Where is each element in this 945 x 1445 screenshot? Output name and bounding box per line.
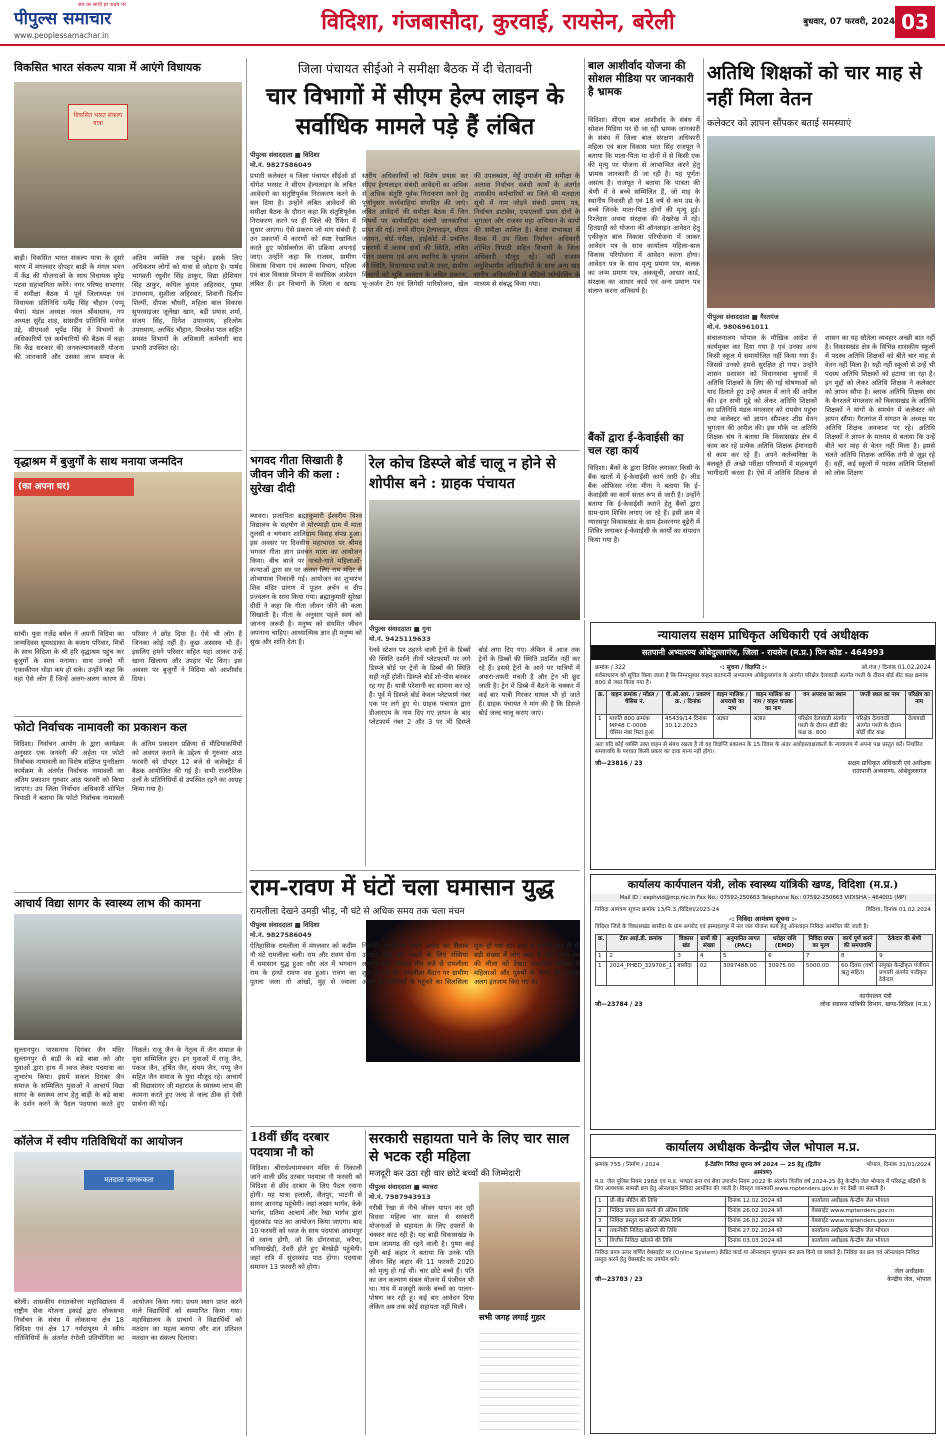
website-url[interactable]: www.peoplessamachar.in [14,31,109,40]
photo-rail-protest [369,500,580,620]
table-header: वाहन क्रमांक / मॉडल / चेसिस नं. [607,691,663,715]
article-body-continued [479,1326,580,1434]
article-title: रेल कोच डिस्प्ले बोर्ड चालू न होने से शोपीस बने : ग्राहक पंचायत [369,455,556,492]
notice-label: -: निविदा आमंत्रण सूचना :- [729,915,797,923]
logo-text: पीपुल्स समाचार [14,9,112,29]
article-title: सरकारी सहायता पाने के लिए चार साल से भटक रही महिला [369,1131,570,1165]
notice-phed-vidisha [590,874,936,1130]
table-cell: 1 [596,962,607,986]
table-row [596,1227,933,1237]
article-guest-teachers [707,60,938,618]
notice-title: न्यायालय सक्षम प्राधिकृत अधिकारी एवं अधीक्षक [657,628,869,642]
article-rail-display [369,454,583,866]
article-title: विकसित भारत संकल्प यात्रा में आएंगे विधायक [14,61,201,74]
notice-label: ई-टेंडरिंग निविदा सूचना वर्ष 2024 — 25 हेतु (द्वितीय आमंत्रण) [705,1162,821,1176]
table-cell: दिनांक 26.02.2024 को [725,1217,809,1227]
table-header: वन अपराध का स्थान [795,691,853,715]
table-cell: परिक्षेत्र देलावाडी अंतर्गत गश्ती के दौरान बोर्डी बीट कक्ष [854,715,906,739]
banner-text: (का अपना घर) [14,478,134,496]
article-body: गरीबी रेखा से नीचे जीवन यापन कर रही विधवा महिला चार साल से सरकारी योजनाओं से सहायता के लिए दफ्तरों के चक्कर काट रही है। यह बाड़ी विकासखंड के ग्राम जामगढ़ की रहने वाली है। पुष्पा बाई पुत्री बाई कहार ने बताया कि उनके पति जीवन सिंह कहार की 11 फरवरी 2020 को मृत्यु हो गई थी। चार छोटे बच्चे हैं। पति का जन कल्याण संबल योजना में पंजीयन भी था। गांव में मजदूरी करके बच्चों का पालन-पोषण कर रही हूं। कई बार आवेदन दिया लेकिन अब तक कोई सहायता नहीं मिली। [369,1204,477,1311]
article-body: विदिशा। श्रीराधेश्यामभवन मंदिर से निकाली जाने वाली छींद दरबार पदयात्रा नौ फरवरी को विदिशा से छींद दरबार के लिए पैदल रवाना होगी। यह यात्रा हलाली, जैतपुर, भाटनी से सागर आनगढ़ पहुंचेगी। जहां लखन भार्गव, केके भार्गव, प्रतिमा आचार्य और रेखा भार्गव द्वारा सुंदरकांड पाठ का आयोजन किया जाएगा। बाद 10 फरवरी को ध्वज के साथ पदयात्रा आदमपुर से रवाना होगी, जो कि डोंगरवाड़ा, करैया, भनियाखेड़ी, देवरी होते हुए बेरखेड़ी पहुंचेगी। जहां रात्रि में सुंदरकांड पाठ होगा। पदयात्रा समापन 13 फरवरी को होगा। [250,1164,365,1271]
table-cell: निविदा प्रस्तुत करने की अंतिम तिथि [608,1217,726,1227]
table-cell: 2 [596,1207,608,1217]
byline: पीपुल्स संवाददाता ■ गैरतगंज [707,313,779,321]
table-row [596,1237,933,1247]
notice-footer: अतः यदि कोई व्यक्ति उक्त वाहन से संबंध रखता है तो वह विज्ञप्ति प्रकाशन के 15 दिवस के अंदर अधोहस्ताक्षरकर्ता के न्यायालय में अपना पक्ष प्रस्तुत करें। निर्धारित समयावधि के पश्चात किसी प्रकार का दावा मान्य नहीं होगा। [595,742,923,755]
table-cell: 02 [697,962,720,986]
article-title: बैंकों द्वारा ई-केवाईसी का चल रहा कार्य [588,432,684,457]
article-title: बाल आशीर्वाद योजना की सोशल मीडिया पर जानकारी है भ्रामक [588,60,694,98]
table-cell: 1 [596,715,607,739]
notice-sign: कार्यपालन यंत्री [859,993,892,1000]
table-cell: मारुति 800 क्रमांक MP48 C-0008 चेसिस नंबर मिटा हुआ [607,715,663,739]
table-cell: 3 [675,952,697,962]
table-cell: दिनांक 27.02.2024 को [725,1227,809,1237]
table-cell: कार्यालय अधीक्षक केन्द्रीय जेल भोपाल [809,1227,933,1237]
table-header: जप्ती स्थल का नाम [854,691,906,715]
notice-code: जी—23783 / 23 [595,1276,643,1283]
reporter-mobile: मो.नं. 9827586049 [250,931,312,939]
article-subtitle: कलेक्टर को ज्ञापन सौंपकर बताई समस्याएं [707,118,852,129]
notice-mail: Mail ID : eephvid@mp.nic.in Fax No.: 07592-250663 Telephone No.: 07592-250663 VIDISHA - 464001 (MP) [591,894,935,902]
table-cell: देलावाडी [906,715,933,739]
article-body: विदिशा। सीएम बाल आशीर्वाद के संबंध में सोशल मिडिया पर दी जा रही भ्रामक जानकारी के संबंध में जिला बाल संरक्षण अधिकारी महिला एवं बाल विकास भरत सिंह राजपूत ने बताया कि माता-पिता या दोनों में से किसी एक की मृत्यु पर योजना से लाभान्वित करने हेतु भ्रामक जानकारी दी जा रही है। यह पूर्णतः असत्य है। राजपूत ने बताया कि पात्रता की श्रेणी में वे बच्चे सम्मिलित हैं, जो माह के स्थानीय निवासी हो एवं 18 वर्ष से कम उम्र के बच्चे जिनके माता-पिता दोनों की मृत्यु हुई। रिश्तेदार अथवा संरक्षक की देखरेख में रहे। हितग्राही को योजना की ऑनलाइन आवेदन हेतु एकीकृत बाल विकास परियोजना में जाकर आवेदन पत्र के साथ कार्यालय महिला-बाल विकास परियोजना में आवेदन करना होगा। आवेदन पत्र के साथ मृत्यु प्रमाण पत्र, बालक का जन्म प्रमाण पत्र, अंकसूची, आधार कार्ड, संरक्षक का आधार कार्ड एवं अन्य प्रमाण पत्र संलग्न करना अनिवार्य है। [588,116,703,295]
table-cell: 1 [596,952,607,962]
article-chhind-darbar [250,1130,365,1435]
notice-sign: जेल अधीक्षक [894,1268,924,1275]
table-cell: 4 [596,1227,608,1237]
table-cell: वेबसाईट www.mptenders.gov.in [809,1217,933,1227]
article-subtitle: मजदूरी कर उठा रही चार छोटे बच्चों की जिम्मेदारी [369,1169,521,1179]
notice-ratapani-sanctuary [590,622,936,870]
article-title: कॉलेज में स्वीप गतिविधियों का आयोजन [14,1134,183,1148]
article-kicker: जिला पंचायत सीईओ ने समीक्षा बैठक में दी चेतावनी [297,61,533,76]
table-cell: 60 दिवस (वर्षा ऋतु सहित) [838,962,876,986]
table-cell: कार्यालय अधीक्षक केन्द्रीय जेल भोपाल [809,1197,933,1207]
table-row [596,715,933,739]
article-body: विदिशा। निर्वाचन आयोग के द्वारा कार्यक्रम अनुसार एक जनवरी की अर्हता पर फोटो निर्वाचक नामावली का विशेष संक्षिप्त पुनरीक्षण कार्यक्रम के अंतर्गत निर्वाचक नामावली का अंतिम प्रकाशन गुरुवार आठ फरवरी को किया जाएगा। उप जिला निर्वाचन अधिकारी शोभित त्रिपाठी ने बताया कि फोटो निर्वाचक नामावली के अंतिम प्रकाशन प्रक्रिया से मीडियाकर्मियों को अवगत कराने के उद्देश्य से गुरुवार आठ फरवरी को दोपहर 12 बजे से कलेक्ट्रेट में बैठक आयोजित की गई है। सभी राजनैतिक दलों के प्रतिनिधियों से उपस्थित रहने का आग्रह किया गया है। [14,740,245,802]
article-bhagvad-gita [250,454,365,866]
photo-meeting [14,82,242,248]
reporter-mobile: मो.नं. 7987943913 [369,1193,431,1201]
table-cell: तकनीकी निविदा खोलने की तिथि [608,1227,726,1237]
table-header-row [596,935,933,952]
article-ram-ravan [250,874,583,1122]
table-cell: 45439/14 दिनांक 30.12.2023 [663,715,714,739]
article-voter-list [14,720,245,890]
table-cell: दिनांक 03.03.2024 को [725,1237,809,1247]
notice-table [595,690,933,739]
article-body: ऐतिहासिक रामलीला में मंगलवार को कदीम नौ घंटे रामलीला चली। राम और रावण सेना में घमासान युद्ध हुआ और अंत में भगवान राम के हाथों रावण वध हुआ। रावण का पुतला जला तो आंखों, मुंह से ज्वाला निकली। रामलीला देखने अंचल का सैलाब उमड़ा। भीड़ को रोकने के लिए रस्सियां लगानी पड़ीं। दोपहर तीन बजे से रामलीला शुरू हो गई थी। रामलीला मैदान पर ग्रामीण अंचल के नागरिकों के पहुंचने का सिलसिला शुरू हो गया था। शहर व ग्रामीण क्षेत्र से भी बड़ी संख्या में लोग आए थे और रावण वध की लीला को देखा। रामलीला परिसर में महिलाओं और पुरुषों के बैठने की अलग-अलग इंतजाम किए गए थे। [250,942,583,986]
table-header: क्र. [596,691,607,715]
table-header: ठेकेदार की श्रेणी [877,935,933,952]
article-title: अतिथि शिक्षकों को चार माह से नहीं मिला वेतन [707,62,922,110]
photo-elderly-home [14,472,242,624]
byline: पीपुल्स संवाददाता ■ गुना [369,625,432,633]
notice-date: विदिशा, दिनांक 01.02.2024 [866,907,931,913]
notice-sign-office: लोक स्वास्थ्य यांत्रिकी विभाग, खण्ड-विदिशा (म.प्र.) [820,1001,931,1008]
notice-title: कार्यालय अधीक्षक केन्द्रीय जेल भोपाल म.प्र. [665,1140,861,1154]
photo-widow-woman [479,1182,580,1310]
table-header: अनुमानित लागत (PAC) [721,935,766,952]
byline: पीपुल्स संवाददाता ■ विदिशा [250,921,320,929]
table-cell: कार्यालय अधीक्षक केन्द्रीय जेल भोपाल [809,1237,933,1247]
table-cell: अज्ञात [751,715,796,739]
table-cell: 1 [596,1197,608,1207]
article-widow-help [369,1130,580,1435]
table-header: टेंडर आई.डी. क्रमांक [607,935,675,952]
notice-ref: क्रमांक 755 / निर्माण / 2024 [595,1162,660,1168]
notice-ref: क्रमांक / 322 [595,665,626,671]
table-row [596,1197,933,1207]
table-cell: 3097488.00 [721,962,766,986]
table-header: परिक्षेत्र का नाम [906,691,933,715]
logo [14,6,204,40]
table-cell: दिनांक 26.02.2024 को [725,1207,809,1217]
article-body: प्रभारी कलेक्टर व जिला पंचायत सीईओ डॉ योगेश भरसट ने सीएम हेल्पलाइन के लंबित आवेदनों का संतुष्टिपूर्वक निराकरण करने के बल दिया है। उन्होंने लंबित आवेदनों की समीक्षा बैठक के दौरान कहा कि संतुष्टिपूर्वक निराकरण करने पर ही जिले की रैंकिंग में सुधार आएगा। ऐसे प्रकरण जो मांग संबंधी है उन प्रकरणों में कारणों को स्पष्ट रेखांकित करते हुए फोर्सक्लोज की प्रक्रिया अपनाई जाए। उन्होंने कहा कि राजस्व, ग्रामीण विकास विभाग एवं स्वास्थ्य विभाग, महिला एवं बाल विकास विभाग में सर्वाधिक आवेदन लंबित हैं। इन विभागों के जिला व खण्ड स्तरीय अधिकारियों को विशेष प्रयास कर सीएम हेल्पलाइन संबंधी आवेदनों का अधिक से अधिक संतुष्टि पूर्वक निराकरण करने हेतु पूर्णानुसार कार्यवाहियां संपादित की जाएं। लंबित आवेदनों की समीक्षा बैठक में जिन विषयों पर कार्यवाहियां संबंधी जानकारियां प्राप्त की गईं। उनमें सीएम हेल्पलाइन, सीएम जनमन, बोर्ड परीक्षा, हाईकोर्ट में प्रचलित प्रकरणों में जवाब दावों की स्थिति, लंबित पेंशन प्रकरण एवं अन्य स्थानिय के भुगतान की स्थिति, विधानसभा प्रश्नों के उत्तर, ग्रामीण विभागों को भूमि आवंटन के लंबित प्रकरण, भू-अर्जन टेंग एवं लिगेसी पारियोजना, खेल की उपलब्धता, मेहूँ उपार्जन की समीक्षा के अलावा निर्वाचन संबंधी कार्यों के अंतर्गत शासकीय कर्मचारियों का जिले की मतदाता सूची में नाम जोड़ने संबंधी प्रमाण पत्र, निर्वाचन डाटाबेस, एफएलसी प्रथम दोनों के भुगतान और राजस्व महा अभियान के कार्यों की समीक्षा शामिल है। बेतवा सभाकक्ष में बैठक में उप जिला निर्वाचन अधिकारी शोभित त्रिपाठी सहित विभागों के जिला अधिकारी मौजूद रहे। वहीं राजस्व अनुविभागीय अधिकारियों के साथ अन्य खंड स्तरीय अधिकारियों से वीडियो कॉन्फ्रेंसिंग के माध्यम से संबद्ध किया गया। [250,172,583,288]
photo-college-rally [14,1152,242,1292]
table-header: ग्रामों की संख्या [697,935,720,952]
notice-title: कार्यालय कार्यपालन यंत्री, लोक स्वास्थ्य यांत्रिकी खण्ड, विदिशा (म.प्र.) [627,879,899,891]
article-vikasit-bharat [14,60,245,446]
table-header: क्र. [596,935,607,952]
table-header-row [596,691,933,715]
table-number-row [596,952,933,962]
reporter-mobile: मो.नं. 9425119633 [369,635,431,643]
table-header: विकास खंड [675,935,697,952]
table-cell: दिनांक 12.02.2024 को [725,1197,809,1207]
table-header: वाहन मालिक / अपराधी का नाम [714,691,751,715]
article-title: राम-रावण में घंटों चला घमासान युद्ध [250,874,554,901]
table-header: धरोहर राशि (EMD) [766,935,804,952]
banner-text: मतदाता जागरूकता [84,1170,174,1190]
notice-intro: विदिशा जिले के विकासखंड बासौदा के ग्राम अगरोद एवं इस्माइलपुर में नल जल योजना कार्य हेतु ऑनलाइन निविदा आमंत्रित की जाती है। [595,924,869,930]
notice-label: -: सूचना / विज्ञप्ति :- [719,665,767,671]
banner-sign: विकसित भारत संकल्प यात्रा [68,104,128,140]
table-row [596,1207,933,1217]
notice-footer: निविदा प्रपत्र ऊपर वर्णित वेबसाईट पर (Online System) क्रेडिट कार्ड या ऑनलाइन भुगतान कर क्रय किये जा सकते है। निविदा का क्रय एवं ऑनलाइन निविदा प्रस्तुत करने हेतु वेबसाईट का उपयोग करें। [595,1250,920,1263]
article-subtitle: रामलीला देखने उमड़ी भीड़, नौ घंटे से अधिक समय तक चला मंचन [250,907,465,917]
article-title: चार विभागों में सीएम हेल्प लाइन के सर्वाधिक मामले पड़े हैं लंबित [266,83,564,140]
table-cell: 5 [721,952,766,962]
table-cell: 5 [596,1237,608,1247]
article-body: बरेली। शासकीय स्नातकोत्तर महाविद्यालय में राष्ट्रीय सेवा योजना इकाई द्वारा लोकसभा निर्वाचन के संबंध में लोकसभा क्षेत्र 18 विदिशा एवं क्षेत्र 17 नर्मदापुरम में स्वीप गतिविधियों के अंतर्गत रंगोली प्रतियोगिता का आयोजन किया गया। प्रथम स्थान प्राप्त करने वाले विद्यार्थियों को सम्मानित किया गया। महाविद्यालय के प्राचार्य ने विद्यार्थियों को मतदान का महत्व बताया और शत प्रतिशत मतदान का संकल्प दिलाया। [14,1298,245,1342]
article-title: भगवद गीता सिखाती है जीवन जीने की कला : सुरेखा दीदी [250,454,343,495]
article-college-sweep [14,1134,245,1434]
table-cell: 2024_PHED_329706_1 [607,962,675,986]
article-body: सुल्तानपुर। पारसनाथ दिगंबर जैन मंदिर सुल्तानपुर से बाड़ी के बड़े बाबा को और युवाओं द्वारा हाथ में ध्वज लेकर पदयात्रा का शुभारंभ किया। इसमें सकल दिगंबर जैन समाज के सम्मिलित युवाओं ने आचार्य विद्या सागर के स्वास्थ्य लाभ हेतु बाड़ी के बड़े बाबा के दर्शन करने के पैदल पदयात्रा करते हुए निकले। राजू जैन के नेतृत्व में जैन समाज के युवा सम्मिलित हुए। इन युवाओं में राजू जैन, पंकज जैन, हर्षित जैन, संयम जैन, पप्पू जैन सहित जैन समाज के युवा मौजूद रहे। आचार्य श्री विद्यासागर जी महाराज के स्वास्थ्य लाभ की कामना करते हुए जल्द से जल्द ठीक हो ऐसी प्रार्थना की गई। [14,1046,245,1108]
table-header: पी.ओ.आर. / प्रकरण क्र. / दिनांक [663,691,714,715]
notice-table [595,934,933,986]
photo-caption: सभी जगह लगाई गुहार [479,1312,546,1322]
byline: पीपुल्स संवाददाता ■ विदिशा [250,151,320,159]
edition-cities: विदिशा, गंजबासौदा, कुरवाई, रायसेन, बरेली [321,9,675,35]
reporter-mobile: मो.नं. 9827586049 [250,161,312,169]
article-title: वृद्धाश्रम में बुजुर्गों के साथ मनाया जन्मदिन [14,455,183,468]
notice-intro: म.प्र. जेल पुलिस नियम 1968 एवं म.प्र. भण्डार क्रय एवं सेवा उपार्जन नियम 2022 के अंतर्गत वित्तीय वर्ष 2024-25 हेतु केन्द्रीय जेल भोपाल में परिरुद्ध बंदियों के लिए आवश्यक सामग्री क्रय हेतु ऑनलाइन निविदा आमंत्रित की जाती है। विस्तृत जानकारी www.mptenders.gov.in पर देखी जा सकती है। [595,1179,927,1192]
table-cell: 5000.00 [803,962,838,986]
notice-central-jail-bhopal [590,1134,936,1434]
reporter-mobile: मो.नं. 9806961011 [707,323,769,331]
article-title: 18वीं छींद दरबार पदयात्रा नौ को [250,1130,329,1159]
table-cell: संयुक्त केन्द्रीकृत पंजीयन प्रणाली अंतर्गत पंजीकृत ठेकेदार [877,962,933,986]
table-row [596,1217,933,1227]
article-body: रेलवे स्टेशन पर ठहरने वाली ट्रेनों के डिब्बों की स्थिति दर्शाने तीनों प्लेटफार्मों पर लगे डिस्प्ले बोर्ड पर ट्रेनों के डिब्बों की स्थिति सही नहीं होती। डिस्प्ले बोर्ड शो-पीस बनकर रह गए हैं। यात्री परेशानी का सामना कर रहे हैं। पूर्व में डिस्प्ले बोर्ड केवल प्लेटफार्म नंबर एक पर लगे हुए थे। ग्राहक पंचायत द्वारा डीआरएम के नाम दिए गए ज्ञापन के बाद प्लेटफार्म नंबर 2 और 3 पर भी डिस्प्ले बोर्ड लगा दिए गए। लेकिन वे आज तक ट्रेनों के डिब्बों की स्थिति प्रदर्शित नहीं कर रहे हैं। इससे ट्रेनों के आने पर यात्रियों में अफरा-तफरी मचती है और ट्रेन भी छूट जाती है। ट्रेन में डिब्बे में बैठने के चक्कर में कई बार यात्री गिरकर घायल भी हो जाते हैं। ग्राहक पंचायत ने मांग की है कि डिस्प्ले बोर्ड जल्द चालू कराए जाएं। [369,646,583,726]
notice-code: जी—23816 / 23 [595,760,643,767]
table-cell: बासौदा [675,962,697,986]
edition-date: बुधवार, 07 फरवरी, 2024 [803,17,895,27]
article-body: सांची। युवा गजेंद्र बघेल ने अपनी विदिया का जन्मदिवस धूमधड़ाका के बजाय परिवार, मित्रों के साथ विदिशा के श्री हरि वृद्धाश्रम पहुंच कर बुजुर्गों के साथ मनाया। साथ उनको भी एकाकीपन थोड़ा कम हो सके। उन्होंने कहा कि वहां ऐसे लोग हैं जिन्हें अलग-अलग कारण से परिवार ने छोड़ दिया है। ऐसे भी लोग हैं जिनका कोई नहीं है। कुछ अस्वस्थ भी हैं। इसलिए हमने परिवार सहित यहां आकर उन्हें खाना खिलाया और उपहार भेंट किए। इस अवसर पर बुजुर्गों ने विदिया को आशीर्वाद दिया। [14,630,245,683]
table-header: वाहन मालिक का नाम / वाहन चालक का नाम [751,691,796,715]
article-bal-ashirwad [588,60,703,432]
article-title: फोटो निर्वाचक नामावली का प्रकाशन कल [14,720,187,734]
page-number: 03 [895,6,935,38]
table-row [596,962,933,986]
masthead [0,0,945,46]
byline: पीपुल्स संवाददाता ■ ब्यावरा [369,1183,438,1191]
table-header: निविदा प्रपत्र का मूल्य [803,935,838,952]
article-title: आचार्य विद्या सागर के स्वास्थ्य लाभ की कामना [14,897,201,910]
article-body: विदिशा। बैंकों के द्वारा शिविर लगाकर किसी के बैंक खातों में ई-केवाईसी कार्य जारी है। लीड बैंक ऑफिसर नरेश मीना ने बताया कि ई-केवाईसी का कार्य सतत रूप से जारी है। उन्होंने बताया कि ई-केवाईसी कराने हेतु बैंकों द्वारा ग्राम-ग्राम शिविर लगाए जा रहे हैं। इसी क्रम में ग्यारसपुर विकासखंड के ग्राम ईश्वरनगर बुढ़ेरी में शिविर लगाकर ई-केवाईसी के कार्यों का संपादन किया गया है। [588,464,703,544]
notice-sign: सक्षम प्राधिकृत अधिकारी एवं अधीक्षक [847,760,931,767]
table-cell: 6 [766,952,804,962]
table-cell: 8 [838,952,876,962]
notice-sign-office: रातापानी अभ्यारण्य, ओबेदुल्लागंज [852,768,927,775]
article-body: ब्यावरा। प्रजापिता ब्रह्माकुमारी ईश्वरीय विश्व विद्यालय के सहयोग से मोरप्याड़ी ग्राम में माता तुलसी व भगवान शालिग्राम विवाह संपन्न हुआ। इस अवसर पर दिवसीय महाभारत पर श्रीमद भगवत गीता ज्ञान प्रवचन माला का आयोजन किया। बीच बाजे पर नाचते-गाते महिलाओं-कन्याओं द्वारा सर पर कलश लिए राम मंदिर से शोभायात्रा निकाली गई। आयोजन का शुभारंभ शिव मंदिर प्रांगण में पूजन अर्चन व दीप प्रज्वलन के साथ किया गया। ब्रह्माकुमारी सुरेखा दीदी ने कहा कि गीता जीवन जीने की कला सिखाती है। गीता के अनुसार पहले स्वयं को जानना जरूरी है। मनुष्य को संयमित जीवन अपनाना चाहिए। आध्यात्मिक ज्ञान ही मनुष्य को सुख और शांति देता है। [250,512,365,646]
notice-ref: निविदा आमंत्रण सूचना क्रमांक 13/नि.3./विदिशा/2023-24 [595,907,720,913]
article-body: बाढ़ी। विकसित भारत संकल्प यात्रा के दूसरे चरण में मंगलवार दोपहर बाढ़ी के मंगल भवन में केंद्र की योजनाओं के साथ विधायक सुरेंद्र पटवा सहभागिता करेंगे। नगर परिषद सभागार में समीक्षा बैठक में पूर्व जिलाध्यक्ष एवं विधायक प्रतिनिधि धर्मेंद्र सिंह चौहान (पप्पू भैया) मंडल अध्यक्ष नवल श्रीवास्तव, नप अध्यक्ष सुरेंद्र शाह, सांसदीय प्रतिनिधि मनोज उद्दे, सीएमओ भूपेंद्र सिंह ने विभागों के अधिकारियों एवं कर्मचारियों की बैठक में कहा कि केंद्र सरकार की जनकल्याणकारी योजना की जानकारी और उसका लाभ समाज के अंतिम व्यक्ति तक पहुंचे। इसके लिए अधिकतम लोगों को यात्रा से जोड़ना है। पार्षद भागवती रघुवीर सिंह ठाकुर, विद्या होशियार सिंह ठाकुर, कपिल कुमार अहिरवार, पुष्पा उपाध्याय, सुशीला अहिरवार, शिवानी दिलीप शिल्पी, दीपक चौधरी, महिला बाल विकास सुपरवाइजर जूलेखा खान, बड़ी प्रयास शर्मा, संजय सिंह, दिनेश उपाध्याय, हरिओम उपाध्याय, अरविंद चौहान, मिथलेश पाल सहित समस्त विभागों के अधिकारी कर्मचारी बाद प्रभारी उपस्थित रहे। [14,254,245,361]
table-cell: वेबसाईट www.mptenders.gov.in [809,1207,933,1217]
logo-tagline: सच का साथी हर कदम पर [78,2,126,8]
table-cell: प्री-बीड मीटिंग की तिथि [608,1197,726,1207]
article-cm-helpline [250,60,583,446]
table-cell: 4 [697,952,720,962]
article-bank-ekyc [588,432,703,618]
table-cell: 2 [607,952,675,962]
article-vriddhashram [14,454,245,712]
notice-date: भोपाल, दिनांक 31/01/2024 [866,1162,931,1168]
article-body: संचालनालय भोपाल के मौखिक आदेश से कार्यमुक्त कर दिया गया है एवं उनका अन्य किसी स्कूल में समायोजित नहीं किया गया है। जिससे उनको हमसे सुरक्षित हो गया। उन्होंने शासन प्रशासन को विधानसभा चुनावों में अतिथि शिक्षकों के लिए की गई घोषणाओं को याद दिलाते हुए उन्हें अमल में लाने की अपील की। इन सभी मुद्दे को लेकर अतिथि शिक्षकों का प्रतिनिधि मंडल मंगलवार को रायसेन पहुंचा तथा कलेक्टर को ज्ञापन सौंपकर शीघ्र वेतन भुगतान की अपील की। इस मौके पर अतिथि शिक्षक संघ ने बताया कि विकासखंड क्षेत्र में काम कर रहे प्रत्येक अतिथि शिक्षक ईमानदारी से काम कर रहे हैं। अपने कर्तव्यनिष्ठा के बलबूते ही अच्छे परीक्षा परिणामों में महत्वपूर्ण भागीदारी करता है। ऐसे में अतिथि शिक्षक से शासन का यह सौतेला व्यवहार अच्छी बात नहीं है। विकासखंड क्षेत्र के विभिन्न शासकीय स्कूलों में पदस्थ अतिथि शिक्षकों को बीते चार माह से वेतन नहीं मिला है। यही नहीं स्कूलों से उन्हें भी पदस्थ अतिथि शिक्षकों को हटाया जा रहा है। इन मुद्दों को लेकर अतिथि शिक्षक ने कलेक्टर को ज्ञापन सौंपा है। ब्लाक अतिथि शिक्षक संघ के बैनरतले मंगलवार को विकासखंड के अतिथि शिक्षकों ने मांगों के समर्थन में कलेक्टर को ज्ञापन सौंपा। गैरतगंज में संगठन के अध्यक्ष पर अतिथि शिक्षक अवकाश पर रहे। अतिथि शिक्षकों ने ज्ञापन के माध्यम से बताया कि उन्हें बीते चार माह से वेतन नहीं मिला है। इससे चलते अतिथि शिक्षक आर्थिक तंगी से जूझ रहे हैं। वहीं, कई स्कूलों में पदस्थ अतिथि शिक्षकों को लोक शिक्षण [707,334,938,477]
notice-sign-office: केन्द्रीय जेल, भोपाल [887,1276,931,1283]
table-cell: परिक्षेत्र देलावाडी अंतर्गत गश्ती के दौरान बोर्डी बीट कक्ष क्र. 800 [795,715,853,739]
table-header: कार्य पूर्ण करने की समयावधि [838,935,876,952]
table-cell: 7 [803,952,838,962]
notice-date: ओ.गंज / दिनांक 01.02.2024 [861,665,931,671]
article-vidya-sagar [14,896,245,1128]
table-cell: वित्तीय निविदा खोलने की तिथि [608,1237,726,1247]
photo-teachers-group [707,136,935,308]
notice-subtitle: सतपानी अभ्यारण्य ओबेदुल्लागंज, जिला - रायसेन (म.प्र.) पिन कोड - 464993 [591,645,935,660]
table-cell: अज्ञात [714,715,751,739]
table-cell: 3 [596,1217,608,1227]
table-cell: 9 [877,952,933,962]
notice-intro: सर्वसाधारण को सूचित किया जाता है कि निम्नानुसार वाहन रातापानी अभ्यारण्य ओबेदुल्लागंज के अंतर्गत परिक्षेत्र देलावाडी अंतर्गत गश्ती के दौरान बोर्ड बीट कक्ष क्रमांक 800 से जब्त किया गया है। [595,673,929,686]
photo-jain-group [14,914,242,1040]
table-cell: निविदा प्रपत्र क्रय करने की अंतिम तिथि [608,1207,726,1217]
notice-code: जी—23784 / 23 [595,1001,643,1008]
table-cell: 30975.00 [766,962,804,986]
notice-table [595,1196,933,1247]
